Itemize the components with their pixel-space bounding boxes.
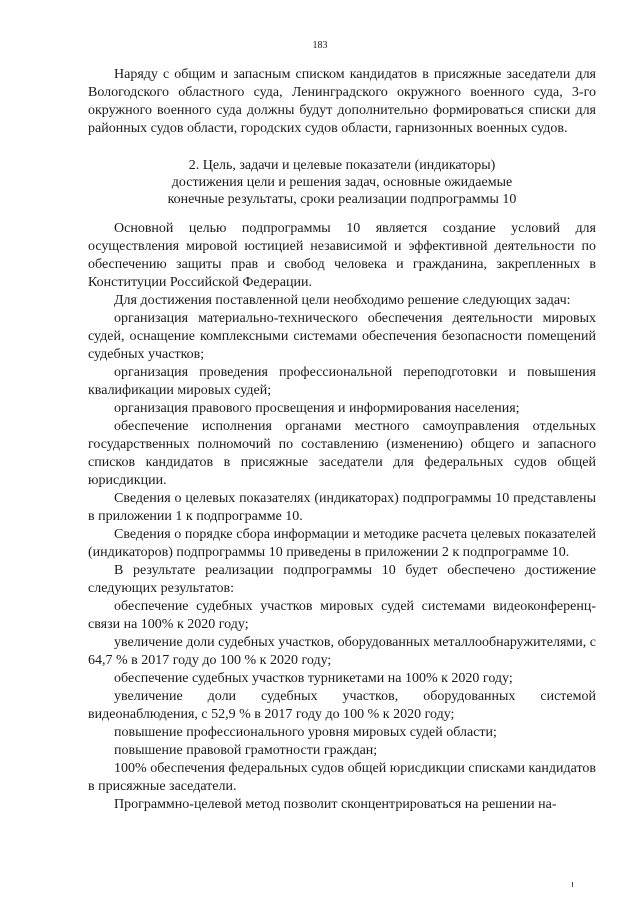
result-item: увеличение доли судебных участков, оборудованных металлообнаружителями, с 64,7 % в 2017 году до 100 % к 2020 году; xyxy=(88,635,596,668)
section-heading-line: 2. Цель, задачи и целевые показатели (индикаторы) xyxy=(188,158,496,173)
result-item: обеспечение судебных участков турникетами на 100% к 2020 году; xyxy=(114,671,513,686)
task-item: организация проведения профессиональной переподготовки и повышения квалификации мировых судей; xyxy=(88,365,596,398)
goal-paragraph: Основной целью подпрограммы 10 является создание условий для осуществления мировой юстицией независимой и эффективной деятельности по обеспечению защиты прав и свобод человека и гражданина, закрепленных в Конституции Российской Федерации. xyxy=(88,221,596,290)
result-item: обеспечение судебных участков мировых судей системами видеоконференц-связи на 100% к 2020 году; xyxy=(88,599,596,632)
task-item: организация правового просвещения и информирования населения; xyxy=(114,401,520,416)
result-item: повышение профессионального уровня мировых судей области; xyxy=(114,725,497,740)
section-heading-line: конечные результаты, сроки реализации подпрограммы 10 xyxy=(167,192,517,207)
result-item: увеличение доли судебных участков, оборудованных системой видеонаблюдения, с 52,9 % в 2017 году до 100 % к 2020 году; xyxy=(88,689,596,722)
intro-paragraph: Наряду с общим и запасным списком кандидатов в присяжные заседатели для Вологодского областного суда, Ленинградского окружного военного суда, 3-го окружного военного суда должны будут дополнительно формироваться списки для районных судов области, городских судов области, гарнизонных военных судов. xyxy=(88,67,596,136)
result-item: 100% обеспечения федеральных судов общей юрисдикции списками кандидатов в присяжные заседатели. xyxy=(88,761,596,794)
task-item: обеспечение исполнения органами местного самоуправления отдельных государственных полномочий по составлению (изменению) общего и запасного списков кандидатов в присяжные заседатели для федеральных судов общей юрисдикции. xyxy=(88,419,596,488)
result-item: повышение правовой грамотности граждан; xyxy=(114,743,378,758)
section-heading-line: достижения цели и решения задач, основные ожидаемые xyxy=(171,175,513,190)
results-intro-paragraph: В результате реализации подпрограммы 10 будет обеспечено достижение следующих результатов: xyxy=(88,563,596,596)
scan-mark xyxy=(572,882,573,887)
tasks-intro-paragraph: Для достижения поставленной цели необходимо решение следующих задач: xyxy=(114,293,571,308)
task-item: организация материально-технического обеспечения деятельности мировых судей, оснащение комплексными системами обеспечения безопасности помещений судебных участков; xyxy=(88,311,596,362)
indicators-paragraph: Сведения о целевых показателях (индикаторах) подпрограммы 10 представлены в приложении 1 к подпрограмме 10. xyxy=(88,491,596,524)
section-heading xyxy=(88,153,596,208)
method-paragraph: Программно-целевой метод позволит сконцентрироваться на решении на- xyxy=(114,797,557,812)
methodology-paragraph: Сведения о порядке сбора информации и методике расчета целевых показателей (индикаторов) подпрограммы 10 приведены в приложении 2 к подпрограмме 10. xyxy=(88,527,596,560)
document-body xyxy=(88,66,596,814)
page-number: 183 xyxy=(312,40,328,51)
